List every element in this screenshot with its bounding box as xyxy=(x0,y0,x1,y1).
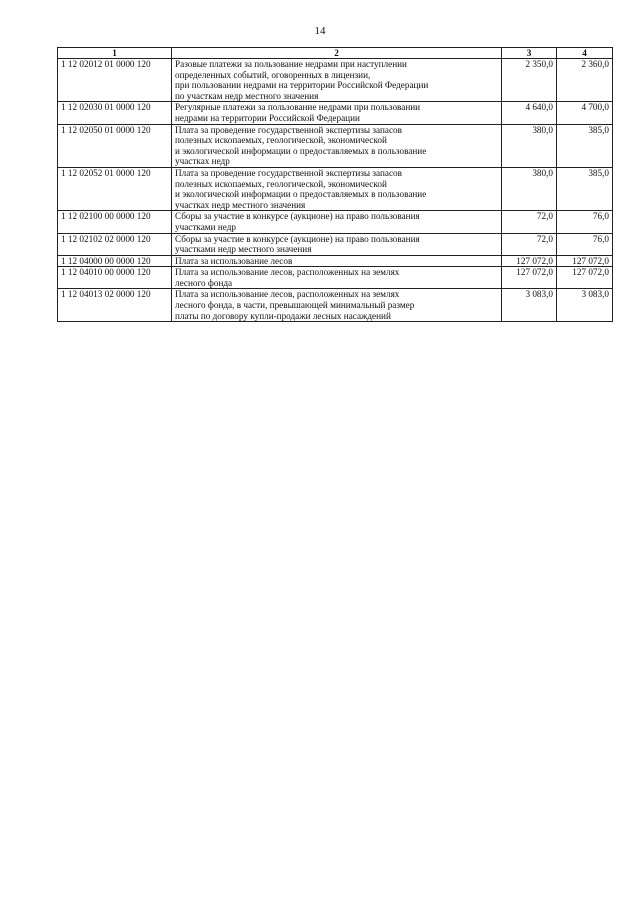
table-row xyxy=(58,289,613,322)
table-row xyxy=(58,233,613,255)
row-value-col3: 72,0 xyxy=(502,211,557,233)
row-name: Сборы за участие в конкурсе (аукционе) на право пользования участками недр местного значения xyxy=(172,233,502,255)
row-name: Плата за использование лесов, расположенных на землях лесного фонда, в части, превышающей минимальный размер платы по договору купли-продажи лесных насаждений xyxy=(172,289,502,322)
table-header-row xyxy=(58,48,613,59)
row-value-col3: 72,0 xyxy=(502,233,557,255)
table-row xyxy=(58,211,613,233)
table-row xyxy=(58,255,613,267)
row-code: 1 12 04013 02 0000 120 xyxy=(58,289,172,322)
row-code: 1 12 02012 01 0000 120 xyxy=(58,59,172,102)
row-name: Плата за использование лесов, расположенных на землях лесного фонда xyxy=(172,267,502,289)
row-name: Плата за проведение государственной экспертизы запасов полезных ископаемых, геологической, экономической и экологической информации о предоставляемых в пользование участках недр местного значения xyxy=(172,167,502,210)
row-value-col4: 127 072,0 xyxy=(557,255,613,267)
row-value-col4: 4 700,0 xyxy=(557,102,613,124)
header-col-2: 2 xyxy=(172,48,502,59)
row-value-col3: 127 072,0 xyxy=(502,255,557,267)
header-col-1: 1 xyxy=(58,48,172,59)
row-value-col3: 127 072,0 xyxy=(502,267,557,289)
page-number: 14 xyxy=(314,25,326,37)
row-value-col4: 2 360,0 xyxy=(557,59,613,102)
row-name: Регулярные платежи за пользование недрами при пользовании недрами на территории Российской Федерации xyxy=(172,102,502,124)
row-name: Разовые платежи за пользование недрами при наступлении определенных событий, оговоренных в лицензии, при пользовании недрами на территории Российской Федерации по участкам недр местного значения xyxy=(172,59,502,102)
table-row xyxy=(58,102,613,124)
row-value-col4: 127 072,0 xyxy=(557,267,613,289)
row-value-col4: 76,0 xyxy=(557,233,613,255)
table-row xyxy=(58,167,613,210)
row-code: 1 12 02102 02 0000 120 xyxy=(58,233,172,255)
row-name: Сборы за участие в конкурсе (аукционе) на право пользования участками недр xyxy=(172,211,502,233)
row-value-col3: 2 350,0 xyxy=(502,59,557,102)
row-value-col4: 385,0 xyxy=(557,167,613,210)
row-code: 1 12 02100 00 0000 120 xyxy=(58,211,172,233)
table-row xyxy=(58,59,613,102)
row-code: 1 12 04000 00 0000 120 xyxy=(58,255,172,267)
row-code: 1 12 02050 01 0000 120 xyxy=(58,124,172,167)
table-row xyxy=(58,267,613,289)
row-code: 1 12 04010 00 0000 120 xyxy=(58,267,172,289)
row-name: Плата за проведение государственной экспертизы запасов полезных ископаемых, геологической, экономической и экологической информации о предоставляемых в пользование участках недр xyxy=(172,124,502,167)
row-value-col4: 3 083,0 xyxy=(557,289,613,322)
row-name: Плата за использование лесов xyxy=(172,255,502,267)
row-value-col3: 380,0 xyxy=(502,167,557,210)
table-row xyxy=(58,124,613,167)
row-value-col4: 76,0 xyxy=(557,211,613,233)
header-col-4: 4 xyxy=(557,48,613,59)
row-value-col3: 4 640,0 xyxy=(502,102,557,124)
row-value-col3: 3 083,0 xyxy=(502,289,557,322)
budget-table xyxy=(57,47,613,322)
row-code: 1 12 02052 01 0000 120 xyxy=(58,167,172,210)
row-code: 1 12 02030 01 0000 120 xyxy=(58,102,172,124)
row-value-col4: 385,0 xyxy=(557,124,613,167)
row-value-col3: 380,0 xyxy=(502,124,557,167)
header-col-3: 3 xyxy=(502,48,557,59)
